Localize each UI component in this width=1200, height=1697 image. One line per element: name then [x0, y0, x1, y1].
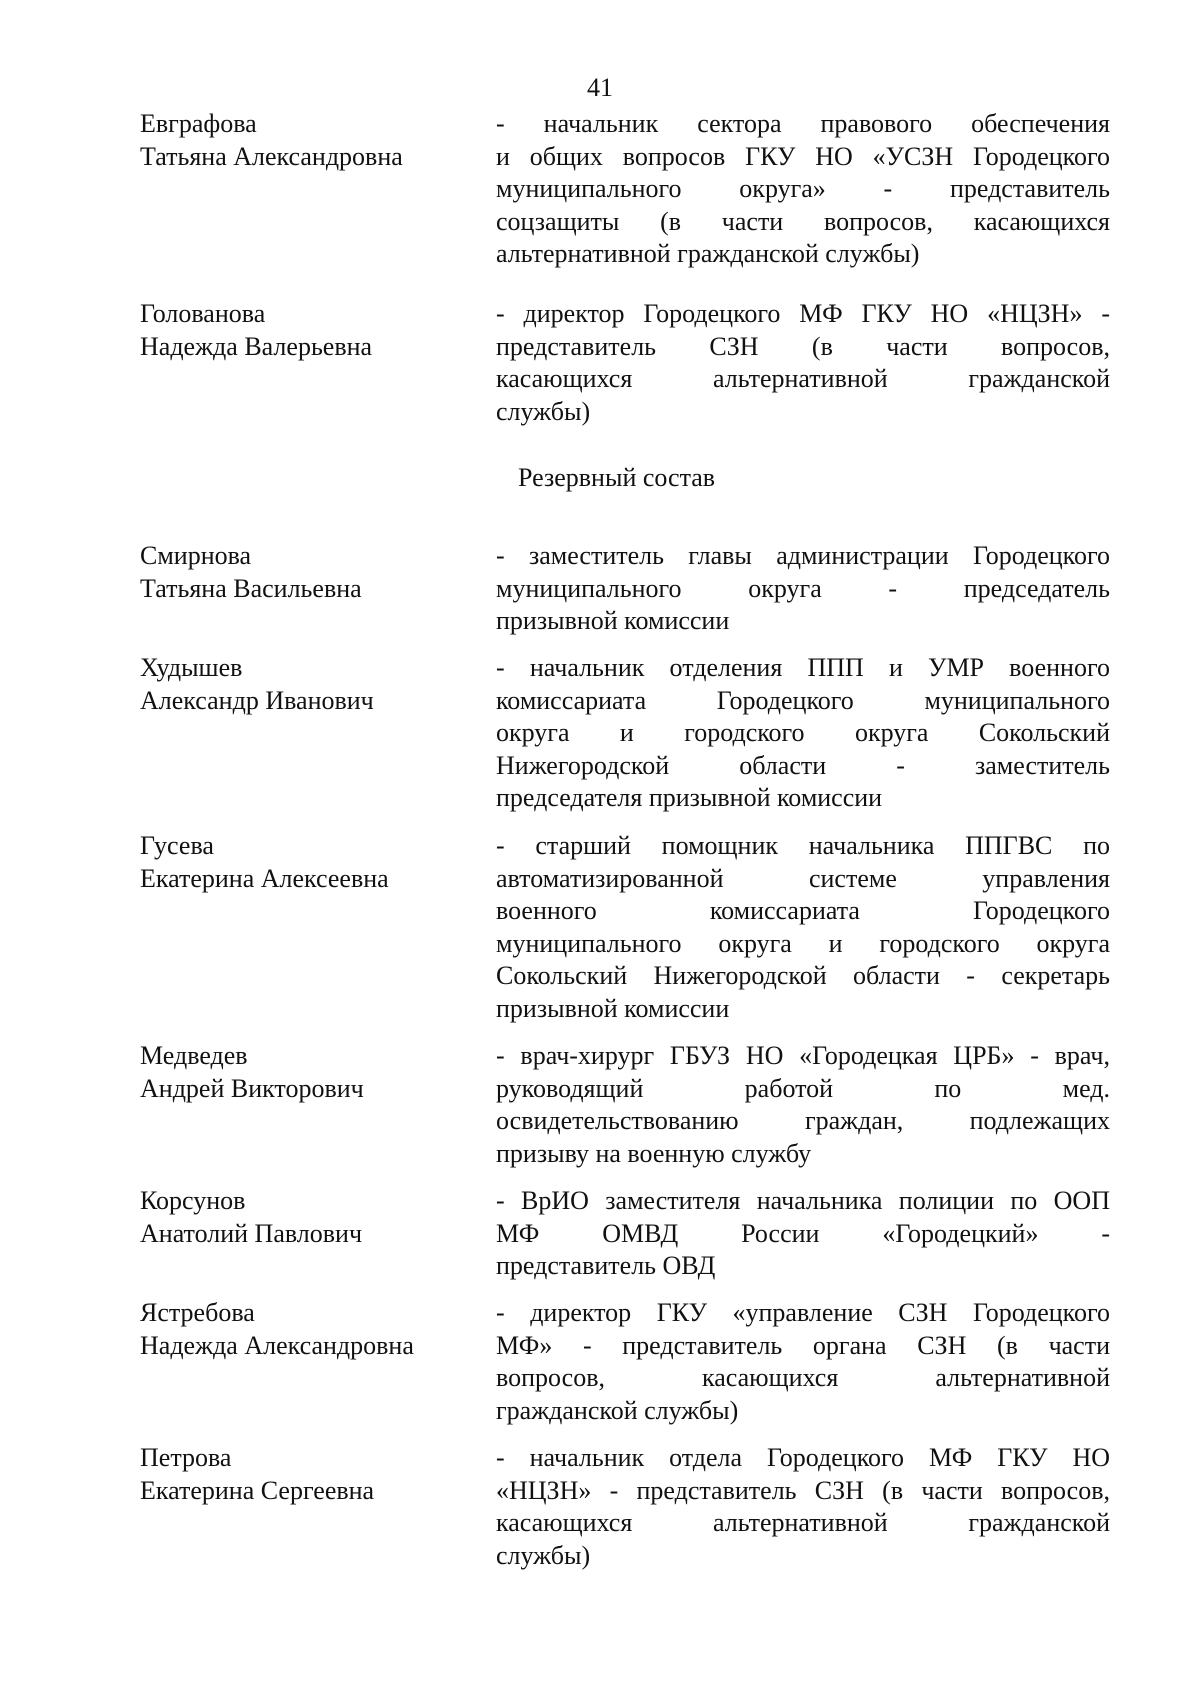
description-line: - врач-хирург ГБУЗ НО «Городецкая ЦРБ» - врач,: [496, 1041, 1110, 1070]
member-surname: Гусева: [140, 831, 214, 860]
description-line: Сокольский Нижегородской области - секретарь: [496, 961, 1110, 990]
description-line: - старший помощник начальника ППГВС по: [496, 831, 1110, 860]
description-line: представитель СЗН (в части вопросов,: [496, 331, 1110, 361]
description-line: МФ» - представитель органа СЗН (в части: [496, 1330, 1110, 1360]
description-line: касающихся альтернативной гражданской: [496, 364, 1110, 393]
member-given-names: Татьяна Васильевна: [140, 573, 362, 603]
description-line: призыву на военную службу: [496, 1138, 812, 1168]
member-given-names: Татьяна Александровна: [140, 141, 403, 171]
member-description: [496, 830, 1110, 1025]
member-given-names: Анатолий Павлович: [140, 1218, 363, 1248]
member-name: [140, 298, 470, 363]
description-line: руководящий работой по мед.: [496, 1073, 1110, 1103]
description-line: службы): [496, 1540, 591, 1570]
member-name: [140, 1185, 470, 1250]
member-description: [496, 1297, 1110, 1427]
description-line: МФ ОМВД России «Городецкий» -: [496, 1218, 1110, 1248]
member-name: [140, 108, 470, 173]
member-surname: Ястребова: [140, 1298, 255, 1327]
page-number: 41: [587, 73, 613, 102]
member-description: [496, 540, 1110, 638]
member-surname: Худышев: [140, 653, 243, 682]
description-line: - ВрИО заместителя начальника полиции по ООП: [496, 1186, 1110, 1215]
member-given-names: Надежда Александровна: [140, 1330, 414, 1360]
description-line: - директор Городецкого МФ ГКУ НО «НЦЗН» -: [496, 299, 1110, 328]
member-given-names: Андрей Викторович: [140, 1073, 364, 1103]
description-line: комиссариата Городецкого муниципального: [496, 685, 1110, 715]
member-surname: Смирнова: [140, 541, 252, 570]
member-surname: Медведев: [140, 1041, 248, 1070]
description-line: председателя призывной комиссии: [496, 783, 883, 812]
member-surname: Голованова: [140, 299, 266, 328]
description-line: представитель ОВД: [496, 1251, 716, 1280]
description-line: муниципального округа - председатель: [496, 573, 1110, 603]
member-surname: Корсунов: [140, 1186, 246, 1215]
description-line: - начальник отдела Городецкого МФ ГКУ НО: [496, 1443, 1110, 1472]
description-line: округа и городского округа Сокольский: [496, 718, 1110, 747]
description-line: - директор ГКУ «управление СЗН Городецкого: [496, 1298, 1110, 1327]
description-line: муниципального округа и городского округа: [496, 928, 1110, 958]
member-name: [140, 830, 470, 895]
member-description: [496, 108, 1110, 271]
description-line: освидетельствованию граждан, подлежащих: [496, 1106, 1110, 1135]
member-description: [496, 298, 1110, 428]
member-description: [496, 652, 1110, 815]
member-name: [140, 1297, 470, 1362]
description-line: военного комиссариата Городецкого: [496, 896, 1110, 925]
member-description: [496, 1040, 1110, 1170]
member-name: [140, 540, 470, 605]
member-given-names: Надежда Валерьевна: [140, 331, 373, 361]
description-line: альтернативной гражданской службы): [496, 239, 920, 268]
description-line: соцзащиты (в части вопросов, касающихся: [496, 206, 1110, 236]
member-name: [140, 652, 470, 717]
member-surname: Евграфова: [140, 109, 257, 138]
member-given-names: Екатерина Алексеевна: [140, 863, 389, 893]
section-heading: Резервный состав: [518, 463, 716, 492]
description-line: - начальник сектора правового обеспечения: [496, 109, 1110, 138]
description-line: вопросов, касающихся альтернативной: [496, 1363, 1110, 1392]
description-line: Нижегородской области - заместитель: [496, 750, 1110, 780]
member-name: [140, 1040, 470, 1105]
description-line: «НЦЗН» - представитель СЗН (в части вопросов,: [496, 1475, 1110, 1505]
member-surname: Петрова: [140, 1443, 232, 1472]
member-given-names: Екатерина Сергеевна: [140, 1475, 375, 1505]
description-line: - начальник отделения ППП и УМР военного: [496, 653, 1110, 682]
description-line: призывной комиссии: [496, 606, 730, 635]
member-name: [140, 1442, 470, 1507]
description-line: - заместитель главы администрации Городецкого: [496, 541, 1110, 570]
description-line: муниципального округа» - представитель: [496, 174, 1110, 203]
description-line: касающихся альтернативной гражданской: [496, 1508, 1110, 1537]
description-line: и общих вопросов ГКУ НО «УСЗН Городецкого: [496, 141, 1110, 171]
member-description: [496, 1442, 1110, 1572]
member-description: [496, 1185, 1110, 1283]
description-line: гражданской службы): [496, 1395, 739, 1425]
member-given-names: Александр Иванович: [140, 685, 374, 715]
description-line: призывной комиссии: [496, 993, 730, 1023]
description-line: службы): [496, 396, 591, 426]
description-line: автоматизированной системе управления: [496, 863, 1110, 893]
